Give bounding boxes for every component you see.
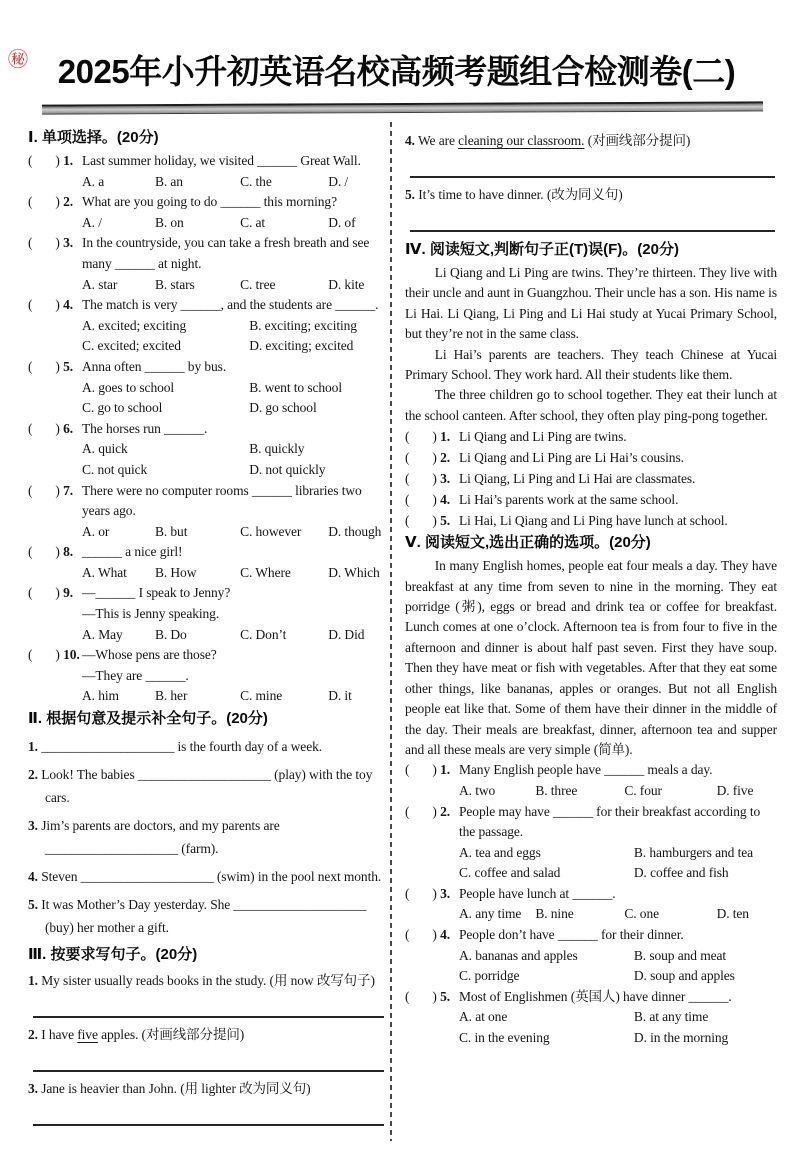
question-stem: —This is Jenny speaking. (82, 606, 220, 622)
numbered-item (28, 1079, 386, 1099)
answer-bracket: ( ) 3. (405, 885, 451, 901)
item-number: 1. (28, 973, 38, 989)
question-body (82, 295, 386, 357)
option: B. How (154, 564, 197, 580)
underlined-text: five (77, 1027, 98, 1043)
answer-line (410, 205, 775, 232)
statement-text: Li Qiang and Li Ping are Li Hai’s cousins. (459, 450, 684, 466)
numbered-item (28, 763, 386, 809)
item-text: We are cleaning our classroom. (对画线部分提问) (417, 133, 691, 148)
answer-bracket: ( ) 5. (28, 358, 74, 374)
page-title: 2025年小升初英语名校高频考题组合检测卷(二) (57, 53, 736, 90)
option: A. two (459, 782, 496, 798)
question-body (82, 481, 386, 543)
left-column (0, 120, 390, 1141)
item-number: 5. (405, 187, 415, 202)
passage-paragraph: The three children go to school together. They eat their lunch at the school canteen. After school, they often play ping-pong together. (405, 387, 777, 423)
section-5-heading: Ⅴ. 阅读短文,选出正确的选项。(20分) (405, 534, 651, 552)
answer-bracket: ( ) 9. (28, 585, 74, 601)
question-stem: What are you going to do ______ this morning? (82, 194, 337, 210)
option: B. at any time (633, 1009, 709, 1025)
mc-question (28, 151, 386, 192)
answer-bracket: ( ) 6. (28, 420, 74, 436)
title-underline-ribbon (42, 101, 763, 114)
question-body (82, 583, 386, 645)
mc-question (28, 419, 386, 481)
options-row (459, 843, 777, 884)
numbered-item (405, 185, 777, 205)
exam-paper-page (0, 46, 793, 1168)
item-number: 3. (28, 818, 38, 834)
question-number: 4. (63, 297, 74, 313)
answer-line (33, 991, 384, 1018)
question-stem: Anna often ______ by bus. (82, 358, 227, 374)
item-number: 4. (405, 133, 415, 148)
numbered-item (405, 131, 777, 151)
item-number: 4. (28, 869, 38, 885)
question-stem: —They are ______. (82, 667, 189, 683)
option: D. though (328, 523, 382, 539)
question-number: 5. (440, 988, 451, 1004)
answer-bracket: ( ) 1. (405, 429, 451, 445)
mc-question (28, 645, 386, 707)
answer-bracket: ( ) 4. (405, 492, 451, 508)
option: C. coffee and salad (459, 865, 561, 881)
section-4-passage (405, 263, 777, 426)
numbered-item (28, 865, 386, 888)
option: B. went to school (249, 379, 342, 395)
question-number: 5. (440, 513, 451, 529)
option: D. in the morning (633, 1030, 729, 1046)
passage-paragraph: Li Hai’s parents are teachers. They teach Chinese at Yucai Primary School. They work hard. All their students like them. (405, 346, 777, 383)
options-row (459, 904, 777, 925)
option: D. it (328, 688, 352, 704)
question-stem: —Whose pens are those? (82, 647, 217, 663)
question-number: 1. (440, 762, 451, 778)
item-text: Steven ____________________ (swim) in the pool next month. (41, 869, 382, 885)
options-row (459, 781, 777, 802)
true-false-item (405, 447, 777, 468)
statement-text: Li Qiang and Li Ping are twins. (459, 429, 627, 445)
answer-bracket: ( ) 5. (405, 988, 451, 1004)
option: C. Don’t (240, 626, 287, 642)
question-number: 4. (440, 492, 451, 508)
option: A. star (82, 276, 118, 292)
option: C. mine (240, 688, 283, 704)
options-row (82, 172, 386, 193)
option: B. exciting; exciting (249, 317, 357, 333)
options-row (82, 439, 386, 480)
option: C. excited; excited (82, 338, 181, 354)
option: B. quickly (249, 441, 305, 457)
option: C. in the evening (459, 1030, 550, 1046)
option: A. May (82, 626, 123, 642)
option: C. not quick (82, 461, 148, 477)
answer-bracket: ( ) 2. (405, 450, 451, 466)
item-number: 2. (28, 767, 38, 783)
option: B. stars (154, 276, 195, 292)
section-4-heading: Ⅳ. 阅读短文,判断句子正(T)误(F)。(20分) (405, 241, 679, 258)
option: D. not quickly (249, 461, 326, 477)
question-number: 1. (440, 429, 451, 445)
statement-text: Li Qiang, Li Ping and Li Hai are classmates. (459, 471, 696, 487)
section-3-heading: Ⅲ. 按要求写句子。(20分) (28, 946, 198, 964)
option: D. exciting; excited (249, 338, 354, 354)
question-number: 3. (440, 885, 451, 901)
option: D. Did (328, 626, 365, 642)
question-stem: Many English people have ______ meals a day. (459, 762, 713, 778)
answer-bracket: ( ) 3. (28, 235, 74, 251)
option: D. of (328, 214, 356, 230)
section-5-questions (405, 760, 777, 1048)
option: B. hamburgers and tea (633, 844, 754, 860)
numbered-item (28, 814, 386, 860)
question-body (459, 802, 777, 884)
options-row (82, 686, 386, 707)
item-text: Jane is heavier than John. (用 lighter 改为同义句) (41, 1081, 311, 1097)
passage-paragraph: In many English homes, people eat four meals a day. They have breakfast at any time from seven to nine in the morning. They eat porridge (粥), eggs or bread and drink tea or coffee for breakfast. Lunch comes at one o’clock. Afternoon tea is from four to five in the afternoon and dinner is about half past seven. First they have soup. Then they have meat or fish with vegetables. After that they eat some other things, like bananas, apples or oranges. But not all English people eat like that. Some of them have their dinner in the middle of the day. Their meals are breakfast, dinner, afternoon tea and supper and all these meals are very simple (简单). (405, 558, 777, 757)
option: A. or (82, 523, 110, 539)
item-number: 1. (28, 739, 38, 755)
mc-question (405, 987, 777, 1049)
option: B. her (154, 688, 188, 704)
section-5-passage (405, 556, 777, 760)
question-stem: The match is very ______, and the students are ______. (82, 297, 379, 313)
item-text: Look! The babies ____________________ (play) with the toy cars. (41, 767, 373, 806)
section-3-items-right (405, 131, 777, 232)
option: D. kite (328, 276, 365, 292)
option: C. porridge (459, 968, 520, 984)
mc-question (28, 357, 386, 419)
option: C. go to school (82, 400, 163, 416)
confidential-stamp-icon: ㊙ (8, 47, 28, 71)
question-body (82, 419, 386, 481)
answer-bracket: ( ) 4. (28, 297, 74, 313)
option: D. go school (249, 400, 317, 416)
question-body (82, 192, 386, 233)
answer-bracket: ( ) 2. (405, 803, 451, 819)
question-body (82, 357, 386, 419)
section-3-items-left (28, 971, 386, 1126)
statement-text: Li Hai, Li Qiang and Li Ping have lunch at school. (459, 513, 728, 529)
question-body (459, 760, 777, 801)
answer-bracket: ( ) 1. (28, 153, 74, 168)
options-row (459, 1007, 777, 1048)
item-number: 3. (28, 1081, 38, 1097)
options-row (82, 316, 386, 357)
question-number: 9. (63, 585, 74, 601)
answer-bracket: ( ) 5. (405, 513, 451, 529)
option: A. any time (459, 906, 522, 922)
mc-question (28, 192, 386, 233)
item-text: It’s time to have dinner. (改为同义句) (418, 187, 623, 202)
options-row (82, 563, 386, 584)
option: C. tree (240, 276, 276, 292)
section-1-heading: Ⅰ. 单项选择。(20分) (28, 129, 159, 146)
option: A. him (82, 688, 119, 704)
answer-bracket: ( ) 8. (28, 544, 74, 560)
mc-question (28, 583, 386, 645)
true-false-item (405, 489, 777, 510)
option: A. What (82, 564, 127, 580)
options-row (82, 275, 386, 296)
mc-question (405, 802, 777, 884)
item-text: It was Mother’s Day yesterday. She ____________________ (buy) her mother a gift. (41, 897, 367, 936)
option: B. an (154, 173, 183, 189)
question-number: 2. (440, 450, 451, 466)
option: A. / (82, 214, 102, 230)
answer-bracket: ( ) 1. (405, 762, 451, 778)
item-number: 2. (28, 1027, 38, 1043)
option: B. three (535, 782, 578, 798)
option: B. but (154, 523, 188, 539)
statement-text: Li Hai’s parents work at the same school. (459, 492, 679, 508)
numbered-item (28, 893, 386, 939)
options-row (82, 213, 386, 234)
answer-bracket: ( ) 10. (28, 647, 80, 663)
mc-question (28, 542, 386, 583)
question-body (459, 925, 777, 987)
question-number: 3. (440, 471, 451, 487)
right-column (392, 120, 793, 1141)
question-body (82, 645, 386, 707)
mc-question (28, 233, 386, 295)
section-2-items (28, 735, 386, 939)
question-stem: There were no computer rooms ______ libraries two years ago. (82, 482, 362, 519)
true-false-item (405, 510, 777, 531)
option: A. at one (459, 1009, 508, 1025)
question-number: 3. (63, 235, 74, 251)
question-body (459, 987, 777, 1049)
option: C. Where (240, 564, 291, 580)
answer-bracket: ( ) 7. (28, 482, 74, 498)
question-number: 4. (440, 927, 451, 943)
option: C. at (240, 214, 266, 230)
option: B. Do (154, 626, 187, 642)
mc-question (28, 481, 386, 543)
option: A. tea and eggs (459, 844, 541, 860)
option: C. however (240, 523, 302, 539)
mc-question (405, 925, 777, 987)
question-stem: In the countryside, you can take a fresh breath and see many ______ at night. (82, 235, 370, 271)
passage-paragraph: Li Qiang and Li Ping are twins. They’re thirteen. They live with their uncle and aunt in Guangzhou. Their uncle has a son. His name is Li Hai. Li Qiang, Li Ping and Li Hai study at Yucai Primary School, but they’re not in the same class. (405, 265, 777, 342)
option: A. excited; exciting (82, 317, 187, 333)
answer-line (33, 1045, 384, 1072)
option: C. the (240, 173, 272, 189)
item-text: Jim’s parents are doctors, and my parents are ____________________ (farm). (41, 818, 280, 857)
option: A. a (82, 173, 105, 189)
option: D. coffee and fish (633, 865, 729, 881)
true-false-item (405, 468, 777, 489)
item-text: ____________________ is the fourth day of a week. (41, 739, 323, 755)
question-number: 7. (63, 482, 74, 498)
question-number: 5. (63, 358, 74, 374)
answer-line (410, 151, 775, 178)
mc-question (28, 295, 386, 357)
option: A. goes to school (82, 379, 175, 395)
item-number: 5. (28, 897, 38, 913)
question-body (82, 151, 386, 192)
options-row (82, 625, 386, 646)
options-row (82, 378, 386, 419)
question-number: 8. (63, 544, 74, 560)
option: B. soup and meat (633, 947, 727, 963)
section-4-items (405, 426, 777, 531)
question-stem: People don’t have ______ for their dinner. (459, 927, 684, 943)
options-row (82, 522, 386, 543)
underlined-text: cleaning our classroom. (458, 133, 585, 148)
question-number: 2. (440, 803, 451, 819)
option: C. four (624, 782, 662, 798)
option: D. soup and apples (633, 968, 735, 984)
option: D. ten (716, 906, 749, 922)
question-stem: Most of Englishmen (英国人) have dinner ______. (459, 988, 732, 1004)
item-text: I have five apples. (对画线部分提问) (41, 1027, 245, 1043)
option: B. nine (535, 906, 574, 922)
question-number: 1. (63, 153, 74, 168)
option: A. bananas and apples (459, 947, 578, 963)
answer-bracket: ( ) 2. (28, 194, 74, 210)
numbered-item (28, 735, 386, 758)
numbered-item (28, 1025, 386, 1045)
mc-question (405, 884, 777, 925)
section-2-heading: Ⅱ. 根据句意及提示补全句子。(20分) (28, 710, 268, 728)
option: D. Which (328, 564, 380, 580)
answer-bracket: ( ) 4. (405, 927, 451, 943)
option: D. / (328, 173, 349, 189)
numbered-item (28, 971, 386, 991)
question-number: 2. (63, 194, 74, 210)
question-body (459, 884, 777, 925)
option: A. quick (82, 441, 128, 457)
option: D. five (716, 782, 754, 798)
section-1-questions (28, 151, 386, 707)
question-body (82, 233, 386, 295)
question-number: 6. (63, 420, 74, 436)
true-false-item (405, 426, 777, 447)
question-stem: The horses run ______. (82, 420, 208, 436)
question-stem: ______ a nice girl! (82, 544, 183, 560)
item-text: My sister usually reads books in the study. (用 now 改写句子) (41, 973, 375, 989)
options-row (459, 946, 777, 987)
question-body (82, 542, 386, 583)
question-stem: Last summer holiday, we visited ______ Great Wall. (82, 153, 361, 168)
option: C. one (624, 906, 659, 922)
option: B. on (154, 214, 184, 230)
answer-bracket: ( ) 3. (405, 471, 451, 487)
question-stem: People have lunch at ______. (459, 885, 616, 901)
question-stem: People may have ______ for their breakfast according to the passage. (459, 803, 761, 840)
two-column-body (0, 120, 793, 1141)
question-number: 10. (63, 647, 80, 663)
question-stem: —______ I speak to Jenny? (82, 585, 231, 601)
mc-question (405, 760, 777, 801)
